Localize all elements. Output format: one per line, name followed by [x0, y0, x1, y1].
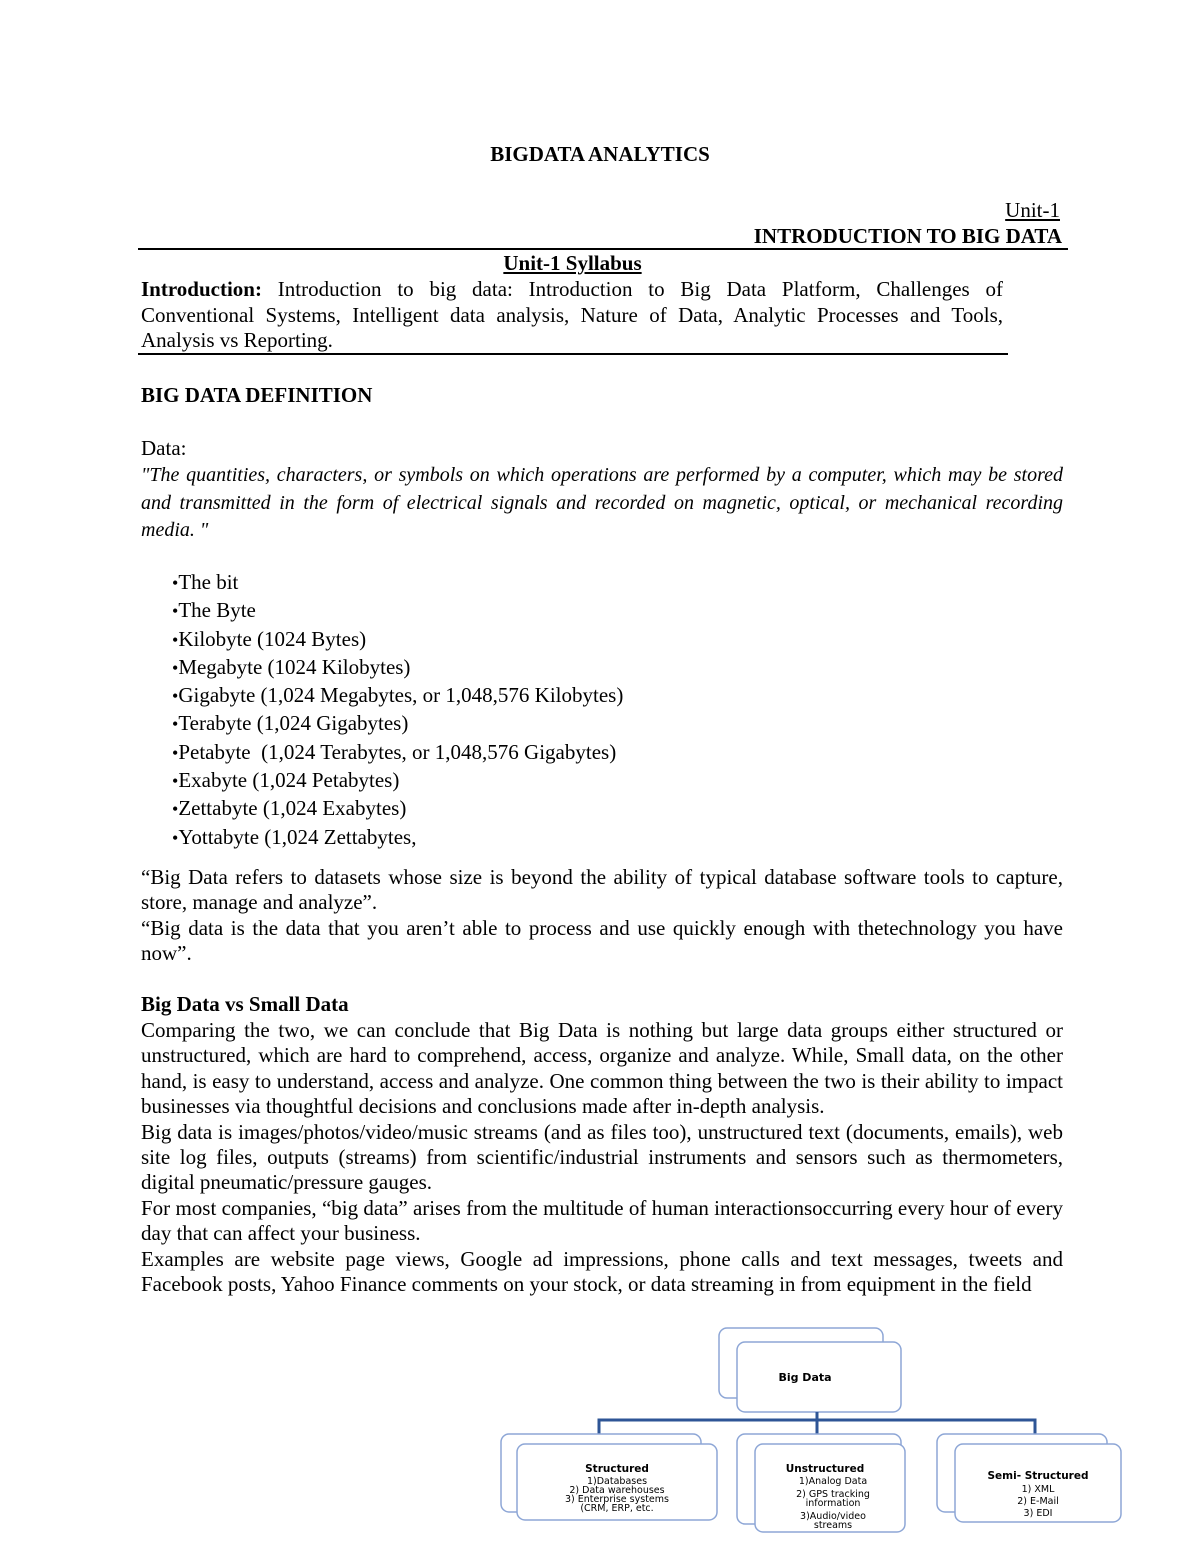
unit-label: Unit-1: [1005, 198, 1060, 222]
definition-quotes: [141, 865, 1063, 967]
unstructured-item: 1)Analog Data: [798, 1476, 868, 1487]
structured-item: (CRM, ERP, etc.: [580, 1503, 654, 1514]
structured-title: Structured: [585, 1463, 649, 1475]
syllabus-lead: Introduction:: [141, 277, 262, 301]
list-item: • Kilobyte (1024 Bytes): [172, 626, 623, 654]
unstructured-item: 2) GPS tracking: [796, 1489, 870, 1500]
definition-heading: BIG DATA DEFINITION: [141, 383, 373, 407]
paragraph: For most companies, “big data” arises from the multitude of human interactionsoccurring every hour of every day that can affect your business.: [141, 1195, 1063, 1246]
unstructured-item: 3)Audio/video: [800, 1511, 866, 1522]
syllabus-text: Introduction to big data: Introduction to Big Data Platform, Challenges of Conventional Systems, Intelligent data analysis, Nature of Data, Analytic Processes and Tools, Analysis vs Reporting.: [141, 277, 1003, 352]
data-units-list: [172, 569, 623, 852]
semi-structured-item: 2) E-Mail: [1017, 1496, 1059, 1507]
semi-structured-item: 1) XML: [1021, 1484, 1055, 1495]
unstructured-title: Unstructured: [785, 1463, 865, 1475]
big-data-types-diagram: [495, 1322, 1135, 1542]
connector-lines: [599, 1412, 1035, 1434]
paragraph: Big data is images/photos/video/music streams (and as files too), unstructured text (documents, emails), web site log files, outputs (streams) from scientific/industrial instruments and sensors such as thermometers, digital pneumatic/pressure gauges.: [141, 1119, 1063, 1195]
list-item: • Exabyte (1,024 Petabytes): [172, 767, 623, 795]
data-quote: "The quantities, characters, or symbols on which operations are performed by a computer, which may be stored and transmitted in the form of electrical signals and recorded on magnetic, optical, or mechanical recording media. ": [141, 464, 1063, 541]
data-label: Data:: [141, 436, 187, 460]
syllabus-body: [141, 277, 1003, 354]
list-item: • Megabyte (1024 Kilobytes): [172, 654, 623, 682]
list-item: • Petabyte (1,024 Terabytes, or 1,048,576 Gigabytes): [172, 739, 623, 767]
unstructured-item: information: [805, 1498, 861, 1509]
document-title: BIGDATA ANALYTICS: [490, 142, 710, 166]
list-item: • Yottabyte (1,024 Zettabytes,: [172, 824, 623, 852]
definition-quote-1: “Big Data refers to datasets whose size is beyond the ability of typical database software tools to capture, store, manage and analyze”.: [141, 865, 1063, 915]
syllabus-title: Unit-1 Syllabus: [503, 251, 642, 275]
big-vs-small-body: [141, 1018, 1063, 1297]
semi-structured-title: Semi- Structured: [987, 1470, 1089, 1482]
paragraph: Examples are website page views, Google ad impressions, phone calls and text messages, tweets and Facebook posts, Yahoo Finance comments on your stock, or data streaming in from equipment in the field: [141, 1246, 1063, 1297]
list-item: • The bit: [172, 569, 623, 597]
semi-structured-item: 3) EDI: [1023, 1508, 1053, 1519]
list-item: • The Byte: [172, 597, 623, 625]
chapter-title: INTRODUCTION TO BIG DATA: [753, 224, 1062, 248]
structured-item: 1)Databases: [586, 1476, 648, 1487]
big-vs-small-heading: Big Data vs Small Data: [141, 992, 349, 1016]
syllabus-rule: [138, 353, 1008, 355]
header-rule: [138, 248, 1068, 250]
structured-item: 3) Enterprise systems: [565, 1494, 669, 1505]
list-item: • Terabyte (1,024 Gigabytes): [172, 710, 623, 738]
paragraph: Comparing the two, we can conclude that Big Data is nothing but large data groups either structured or unstructured, which are hard to comprehend, access, organize and analyze. While, Small data, on the other hand, is easy to understand, access and analyze. One common thing between the two is their ability to impact businesses via thoughtful decisions and conclusions made after in-depth analysis.: [141, 1018, 1063, 1119]
root-label: Big Data: [778, 1371, 832, 1384]
definition-quote-2: “Big data is the data that you aren’t able to process and use quickly enough with thetechnology you have now”.: [141, 915, 1063, 966]
list-item: • Gigabyte (1,024 Megabytes, or 1,048,576 Kilobytes): [172, 682, 623, 710]
structured-item: 2) Data warehouses: [569, 1485, 665, 1496]
list-item: • Zettabyte (1,024 Exabytes): [172, 795, 623, 823]
unstructured-item: streams: [813, 1520, 853, 1531]
